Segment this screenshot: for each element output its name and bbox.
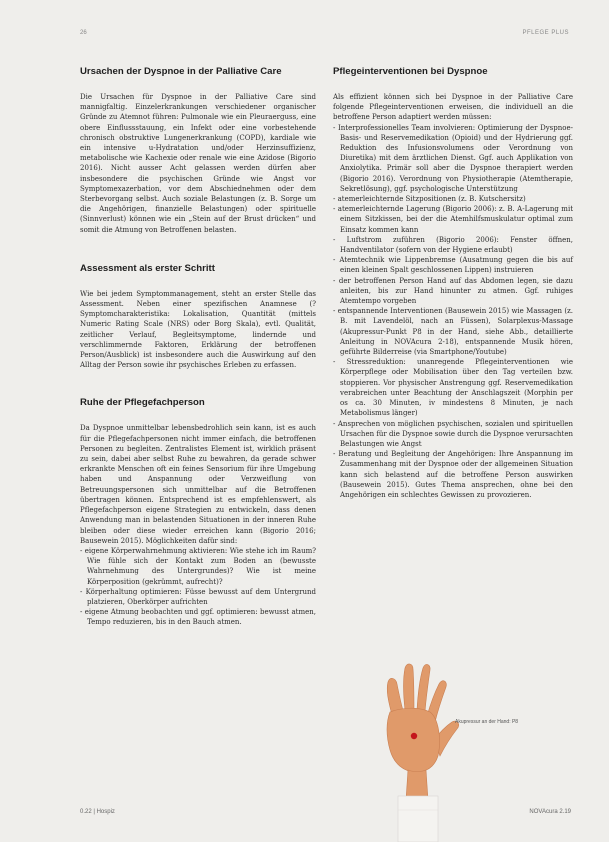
list-item: - Interprofessionelles Team involvieren: Optimierung der Dyspnoe-Basis- und Reservemedikation (Opioid) und der Hydrierung ggf. Reduktion des Infusionsvolumens oder Verordnung von Diuretika) mit dem ärztlichen Dienst. Ggf. auch Applikation von Anxiolytika. Primär soll aber die Dyspnoe therapiert werden (Bigorio 2016). Verordnung von Physiotherapie (Atemtherapie, Sekretlösung), ggf. psychologische Unterstützung — [333, 123, 573, 194]
list-item: - atemerleichternde Lagerung (Bigorio 2006): z. B. A-Lagerung mit einem Sitzkissen, bei der die Atemhilfsmuskulatur optimal zum Einsatz kommen kann — [333, 204, 573, 235]
paragraph-interventions: Als effizient können sich bei Dyspnoe in der Palliative Care folgende Pflegeinterventionen erweisen, die individuell an die betroffene Person adaptiert werden müssen: — [333, 93, 573, 122]
list-item: - Körperhaltung optimieren: Füsse bewusst auf dem Untergrund platzieren, Oberkörper aufrichten — [80, 587, 316, 607]
heading-interventions: Pflegeinterventionen bei Dyspnoe — [333, 66, 488, 77]
heading-causes: Ursachen der Dyspnoe in der Palliative Care — [80, 66, 282, 77]
calm-strategy-list — [80, 546, 316, 628]
photo-caption: Akupressur an der Hand: P8 — [455, 719, 519, 725]
list-item: - Atemtechnik wie Lippenbremse (Ausatmung gegen die bis auf einen kleinen Spalt geschlossenen Lippen) instruieren — [333, 255, 573, 275]
list-item: - atemerleichternde Sitzpositionen (z. B. Kutschersitz) — [333, 194, 573, 204]
paragraph-calm: Da Dyspnoe unmittelbar lebensbedrohlich sein kann, ist es auch für die Pflegefachpersonen nicht immer einfach, die betroffenen Personen zu begleiten. Zentralistes Element ist, wirklich präsent zu sein, dabei aber selbst Ruhe zu bewahren, da gerade schwer erkrankte Menschen oft ein feines Sensorium für ihre Umgebung haben und Anspannung oder Verzweiflung von Betreuungspersonen sich unmittelbar auf die Betroffenen übertragen können. Entsprechend ist es empfehlenswert, als Pflegefachperson eigene Strategien zu entwickeln, dass denen Anwendung man in belastenden Situationen in der inneren Ruhe bleiben oder diese wieder erreichen kann (Bigorio 2016; Bausewein 2015). Möglichkeiten dafür sind: — [80, 424, 316, 545]
list-item: - Stressreduktion: unanregende Pflegeinterventionen wie Körperpflege oder Mobilisation über den Tag verteilen bzw. stoppieren. Vor physischer Anstrengung ggf. Reservemedikation verabreichen unter Beachtung der Anschlagszeit (Morphin per os ca. 30 Minuten, iv mindestens 8 Minuten, je nach Metabolismus länger) — [333, 357, 573, 418]
page-number: 26 — [80, 30, 87, 36]
list-item: - eigene Atmung beobachten und ggf. optimieren: bewusst atmen, Tempo reduzieren, bis in den Bauch atmen. — [80, 607, 316, 627]
right-column — [333, 66, 573, 500]
heading-calm: Ruhe der Pflegefachperson — [80, 397, 205, 409]
list-item: - Luftstrom zuführen (Bigorio 2006): Fenster öffnen, Handventilator (sofern von der Hygiene erlaubt) — [333, 235, 573, 255]
intervention-list — [333, 123, 573, 501]
list-item: - der betroffenen Person Hand auf das Abdomen legen, sie dazu anleiten, bis zur Hand hinunter zu atmen. Ggf. ruhiges Atemtempo vorgeben — [333, 276, 573, 307]
section-label: PFLEGE PLUS — [522, 30, 569, 36]
list-item: - entspannende Interventionen (Bausewein 2015) wie Massagen (z. B. mit Lavendelöl, nach an Füssen), Solarplexus-Massage (Akupressur-Punkt P8 in der Hand, siehe Abb., detaillierte Anleitung in NOVAcura 2-18), entspannende Musik hören, geführte Bilderreise (via Smartphone/Youtube) — [333, 306, 573, 357]
footer-left: 0.22 | Hospiz — [80, 809, 115, 815]
hand-photo — [370, 660, 470, 842]
left-column — [80, 66, 316, 628]
heading-assessment: Assessment als erster Schritt — [80, 262, 215, 274]
acupressure-point — [411, 733, 417, 739]
list-item: - eigene Körperwahrnehmung aktivieren: Wie stehe ich im Raum? Wie fühle sich der Kontakt zum Boden an (bewusste Wahrnehmung des Untergrundes)? Wie ist meine Körperposition (gekrümmt, aufrecht)? — [80, 546, 316, 587]
list-item: - Ansprechen von möglichen psychischen, sozialen und spirituellen Ursachen für die Dyspnoe sowie durch die Dyspnoe verursachten Belastungen wie Angst — [333, 419, 573, 450]
list-item: - Beratung und Begleitung der Angehörigen: Ihre Anspannung im Zusammenhang mit der Dyspnoe oder der allgemeinen Situation kann sich belastend auf die betroffene Person auswirken (Bausewein 2015). Gutes Thema ansprechen, ohne bei den Angehörigen ein schlechtes Gewissen zu provozieren. — [333, 449, 573, 500]
paragraph-assessment: Wie bei jedem Symptommanagement, steht an erster Stelle das Assessment. Neben einer spezifischen Anamnese (? Symptomcharakteristika: Lokalisation, Quantität (mittels Numeric Rating Scale (NRS) oder Borg Skala), evtl. Qualität, zeitlicher Verlauf, Begleitsymptome, lindernde und verschlimmernde Faktoren, Erklärung der betroffenen Person/Ausblick) ist insbesondere auch die Auswirkung auf den Alltag der Person sowie ihr psychisches Erleben zu erfassen. — [80, 289, 316, 370]
paragraph-causes: Die Ursachen für Dyspnoe in der Palliative Care sind mannigfaltig. Einzelerkrankungen verschiedener organischer Gründe zu Atemnot führen: Pulmonale wie ein Pleuraerguss, eine obere Einflussstauung, ein Infekt oder eine vorbestehende chronisch obstruktive Lungenerkrankung (COPD), kardiale wie ein intensive u-Hydratation und/oder Herzinsuffizienz, metabolische wie Kachexie oder renale wie eine Azidose (Bigorio 2016). Nicht ausser Acht gelassen werden dürfen aber insbesondere die psychischen Gründe wie Angst vor Symptomexazerbation, vor dem Abschiednehmen oder dem Sterbevorgang selbst. Auch soziale Belastungen (z. B. Sorge um die Angehörigen, finanzielle Belastungen) oder spirituelle (Sinnverlust) können wie ein „Stein auf der Brust drücken“ und somit die Atmung von Betroffenen belasten. — [80, 93, 316, 234]
footer-right: NOVAcura 2.19 — [529, 809, 571, 815]
